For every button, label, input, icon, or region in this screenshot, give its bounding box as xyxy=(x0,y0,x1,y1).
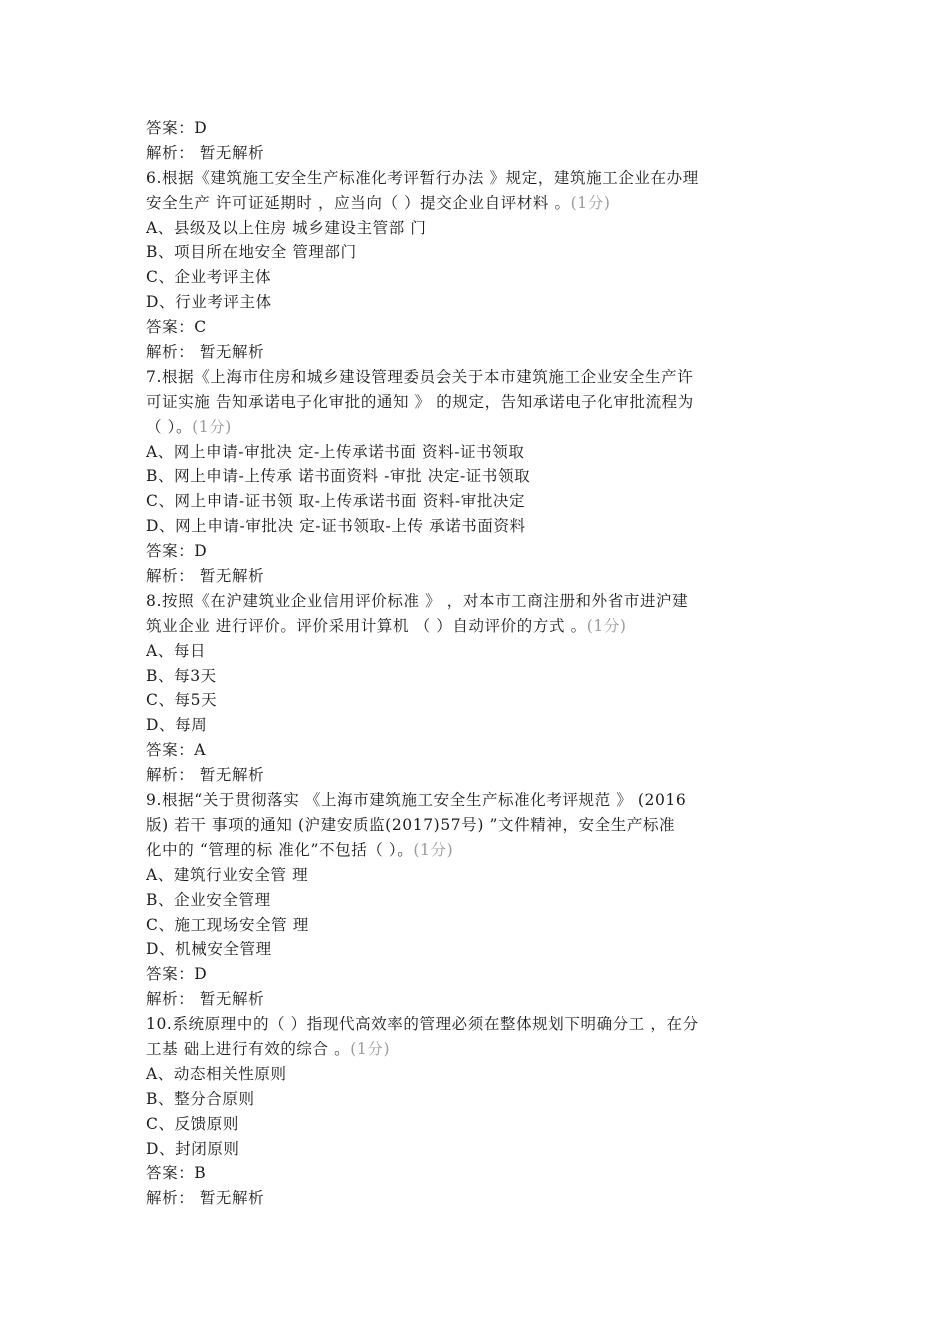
question-text: 10.系统原理中的（ ）指现代高效率的管理必须在整体规划下明确分工 ，在分 xyxy=(146,1015,699,1034)
option-c: C、反馈原则 xyxy=(146,1114,239,1133)
analysis-line: 解析： 暂无解析 xyxy=(146,766,265,785)
option-b: B、整分合原则 xyxy=(146,1089,255,1108)
question-8 xyxy=(146,589,811,788)
option-d: D、机械安全管理 xyxy=(146,940,272,959)
option-a: A、网上申请-审批决 定-上传承诺书面 资料-证书领取 xyxy=(146,442,525,461)
analysis-line: 解析： 暂无解析 xyxy=(146,143,265,162)
analysis-line: 解析： 暂无解析 xyxy=(146,567,265,586)
option-d: D、每周 xyxy=(146,716,208,735)
option-b: B、每3天 xyxy=(146,666,217,685)
analysis-line: 解析： 暂无解析 xyxy=(146,343,265,362)
option-b: B、网上申请-上传承 诺书面资料 -审批 决定-证书领取 xyxy=(146,467,531,486)
analysis-line: 解析： 暂无解析 xyxy=(146,1189,265,1208)
option-d: D、封闭原则 xyxy=(146,1139,240,1158)
document-page xyxy=(146,116,811,1211)
option-c: C、施工现场安全管 理 xyxy=(146,915,309,934)
question-text: （ ）。(1分) xyxy=(146,417,232,436)
question-text: 8.按照《在沪建筑业企业信用评价标准 》 ，对本市工商注册和外省市进沪建 xyxy=(146,591,689,610)
question-text: 安全生产 许可证延期时 ，应当向（ ）提交企业自评材料 。(1分) xyxy=(146,193,611,212)
answer-line: 答案：D xyxy=(146,965,208,984)
option-a: A、县级及以上住房 城乡建设主管部 门 xyxy=(146,218,427,237)
analysis-line: 解析： 暂无解析 xyxy=(146,990,265,1009)
option-c: C、每5天 xyxy=(146,691,218,710)
option-b: B、项目所在地安全 管理部门 xyxy=(146,243,357,262)
question-text: 筑业企业 进行评价。评价采用计算机 （ ）自动评价的方式 。(1分) xyxy=(146,616,627,635)
option-b: B、企业安全管理 xyxy=(146,890,271,909)
option-d: D、网上申请-审批决 定-证书领取-上传 承诺书面资料 xyxy=(146,517,526,536)
answer-line: 答案：B xyxy=(146,1164,207,1183)
question-6 xyxy=(146,166,811,365)
question-text: 7.根据《上海市住房和城乡建设管理委员会关于本市建筑施工企业安全生产许 xyxy=(146,367,694,386)
question-text: 工基 础上进行有效的综合 。(1分) xyxy=(146,1039,391,1058)
points-label: (1分) xyxy=(586,616,627,635)
option-a: A、每日 xyxy=(146,641,207,660)
points-label: (1分) xyxy=(192,417,232,436)
answer-line: 答案：C xyxy=(146,318,207,337)
option-d: D、行业考评主体 xyxy=(146,293,272,312)
points-label: (1分) xyxy=(570,193,611,212)
question-7 xyxy=(146,365,811,589)
question-text: 化中的 “管理的标 准化”不包括（ ）。(1分) xyxy=(146,840,454,859)
points-label: (1分) xyxy=(350,1039,391,1058)
question-text: 6.根据《建筑施工安全生产标准化考评暂行办法 》规定，建筑施工企业在办理 xyxy=(146,168,699,187)
question-9 xyxy=(146,788,811,1012)
question-10 xyxy=(146,1012,811,1211)
answer-line: 答案：A xyxy=(146,741,207,760)
option-c: C、网上申请-证书领 取-上传承诺书面 资料-审批决定 xyxy=(146,492,526,511)
question-text: 可证实施 告知承诺电子化审批的通知 》 的规定，告知承诺电子化审批流程为 xyxy=(146,392,694,411)
question-text: 版) 若干 事项的通知 (沪建安质监(2017)57号) ”文件精神，安全生产标准 xyxy=(146,815,676,834)
points-label: (1分) xyxy=(413,840,454,859)
question-text: 9.根据“关于贯彻落实 《上海市建筑施工安全生产标准化考评规范 》 (2016 xyxy=(146,791,687,810)
option-c: C、企业考评主体 xyxy=(146,268,272,287)
option-a: A、建筑行业安全管 理 xyxy=(146,865,309,884)
answer-line: 答案：D xyxy=(146,119,208,137)
answer-line: 答案：D xyxy=(146,542,208,561)
option-a: A、动态相关性原则 xyxy=(146,1064,287,1083)
